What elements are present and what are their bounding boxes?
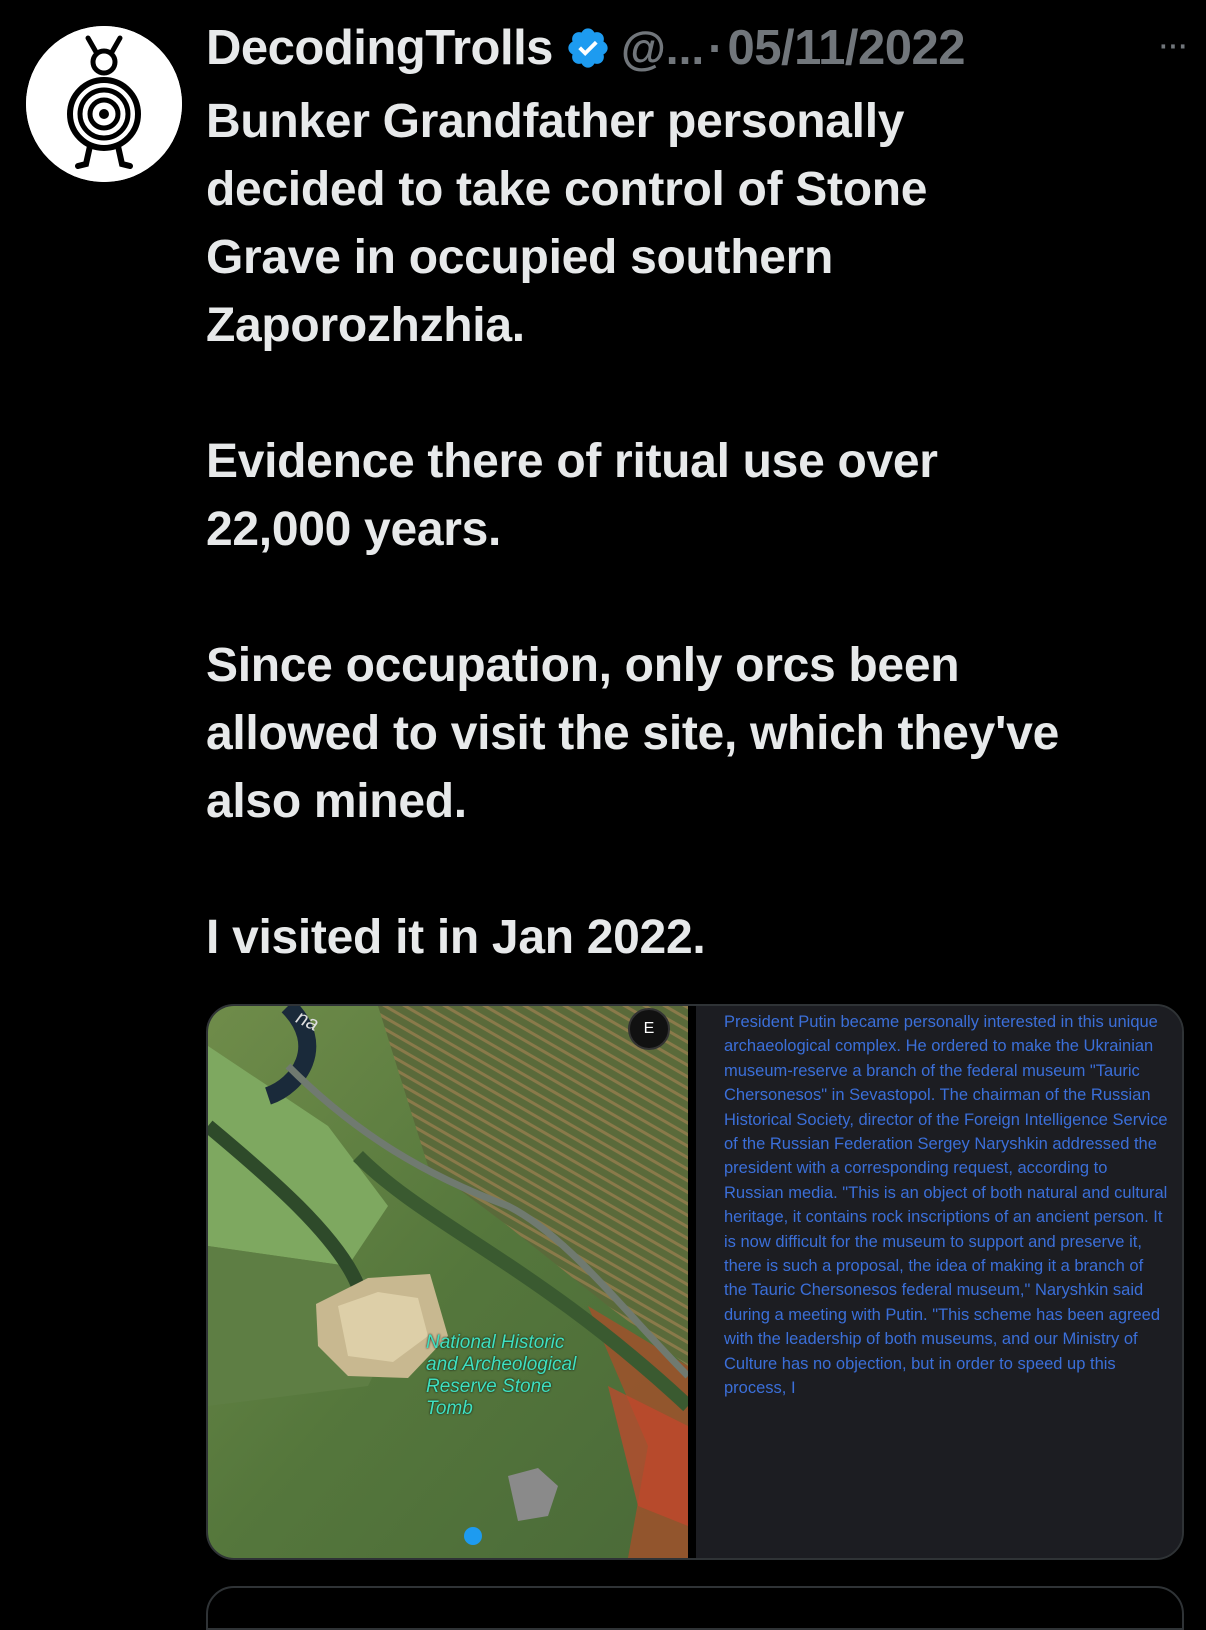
author-name[interactable]: DecodingTrolls — [206, 21, 553, 75]
author-handle[interactable]: @... — [620, 22, 705, 74]
satellite-map-image[interactable] — [208, 1006, 688, 1558]
tweet-text: Bunker Grandfather personally decided to take control of Stone Grave in occupied southern Zaporozhzhia. Evidence there of ritual use over 22,000 years. Since occupation, only orcs been allowed to visit the site, which they've also mined. I visited it in Jan 2022. — [206, 95, 1059, 964]
tweet-media[interactable] — [206, 1004, 1184, 1560]
avatar[interactable] — [26, 26, 182, 182]
compass-icon[interactable]: E — [628, 1008, 670, 1050]
header-separator: · — [708, 22, 724, 74]
article-screenshot-text: President Putin became personally interested in this unique archaeological complex. He ordered to make the Ukrainian museum-reserve a branch of the federal museum "Tauric Chersonesos" in Sevastopol. The chairman of the Russian Historical Society, director of the Foreign Intelligence Service of the Russian Federation Sergey Naryshkin addressed the president with a corresponding request, according to Russian media. "This is an object of both natural and cultural heritage, it contains rock inscriptions of an ancient person. It is now difficult for the museum to support and preserve it, there is such a proposal, the idea of making it a branch of the Tauric Chersonesos federal museum," Naryshkin said during a meeting with Putin. "This scheme has been agreed with the leadership of both museums, and our Ministry of Culture has no objection, but in order to speed up this process, I — [696, 1006, 1182, 1558]
map-place-label: National Historic and Archeological Reserve Stone Tomb — [426, 1332, 577, 1419]
tweet-header — [206, 18, 1186, 78]
tweet-date[interactable]: 05/11/2022 — [727, 21, 966, 75]
more-options-icon[interactable]: ··· — [1157, 24, 1186, 66]
verified-badge-icon — [565, 25, 611, 71]
spiral-figure-icon — [26, 26, 182, 182]
media-divider — [688, 1006, 696, 1558]
next-card-edge — [206, 1586, 1184, 1630]
map-top-label: na — [292, 1006, 323, 1036]
